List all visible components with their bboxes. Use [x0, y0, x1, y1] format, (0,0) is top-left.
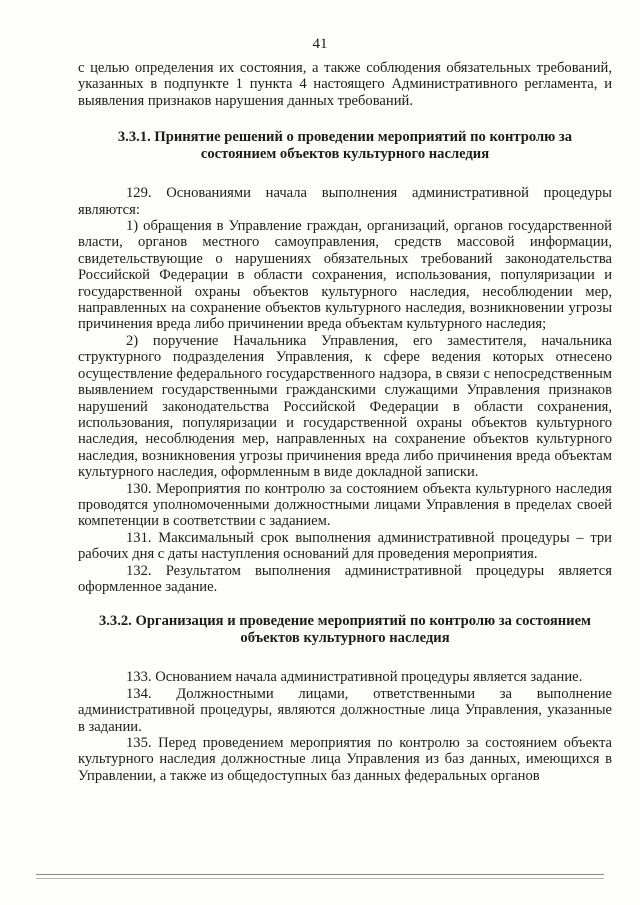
page-body — [78, 60, 612, 784]
paragraph-134: 134. Должностными лицами, ответственными за выполнение административной процедуры, являются должностные лица Управления, указанные в задании. — [78, 685, 612, 735]
paragraph-130: 130. Мероприятия по контролю за состоянием объекта культурного наследия проводятся уполномоченными должностными лицами Управления в пределах своей компетенции в соответствии с заданием. — [78, 480, 612, 530]
section-heading-3-3-1: 3.3.1. Принятие решений о проведении мероприятий по контролю за состоянием объектов культурного наследия — [117, 129, 573, 163]
paragraph-131: 131. Максимальный срок выполнения административной процедуры – три рабочих дня с даты наступления оснований для проведения мероприятия. — [78, 529, 612, 563]
paragraph-129-item-2: 2) поручение Начальника Управления, его заместителя, начальника структурного подразделения Управления, к сфере ведения которых отнесено осуществление федерального государственного надзора, в связи с непосредственным выявлением государственными гражданскими служащими Управления признаков нарушений законодательства Российской Федерации в области сохранения, использования, популяризации и государственной охраны объектов культурного наследия, несоблюдения мер, направленных на сохранение объектов культурного наследия, возникновения угрозы причинения вреда либо причинения вреда объектам культурного наследия, оформленным в виде докладной записки. — [78, 332, 612, 481]
paragraph-129-item-1: 1) обращения в Управление граждан, организаций, органов государственной власти, органов местного самоуправления, средств массовой информации, свидетельствующие о нарушениях обязательных требований законодательства Российской Федерации в области сохранения, использования, популяризации и государственной охраны объектов культурного наследия, несоблюдении мер, направленных на сохранение объектов культурного наследия, возникновении угрозы причинения вреда либо причинении вреда объектам культурного наследия; — [78, 218, 612, 333]
page-number: 41 — [312, 36, 328, 52]
paragraph-133: 133. Основанием начала административной процедуры является задание. — [126, 669, 583, 686]
paragraph-135: 135. Перед проведением мероприятия по контролю за состоянием объекта культурного наследия должностные лица Управления из баз данных, имеющихся в Управлении, а также из общедоступных баз данных федеральных органов — [78, 735, 612, 784]
page-bottom-rule — [36, 874, 604, 875]
page-bottom-rule-secondary — [36, 878, 604, 879]
section-heading-3-3-2: 3.3.2. Организация и проведение мероприятий по контролю за состоянием объектов культурного наследия — [98, 613, 591, 647]
paragraph-129: 129. Основаниями начала выполнения административной процедуры являются: — [78, 185, 612, 218]
intro-paragraph: с целью определения их состояния, а также соблюдения обязательных требований, указанных в подпункте 1 пункта 4 настоящего Административного регламента, и выявления признаков нарушения данных требований. — [78, 60, 612, 109]
paragraph-132: 132. Результатом выполнения административной процедуры является оформленное задание. — [78, 562, 612, 595]
